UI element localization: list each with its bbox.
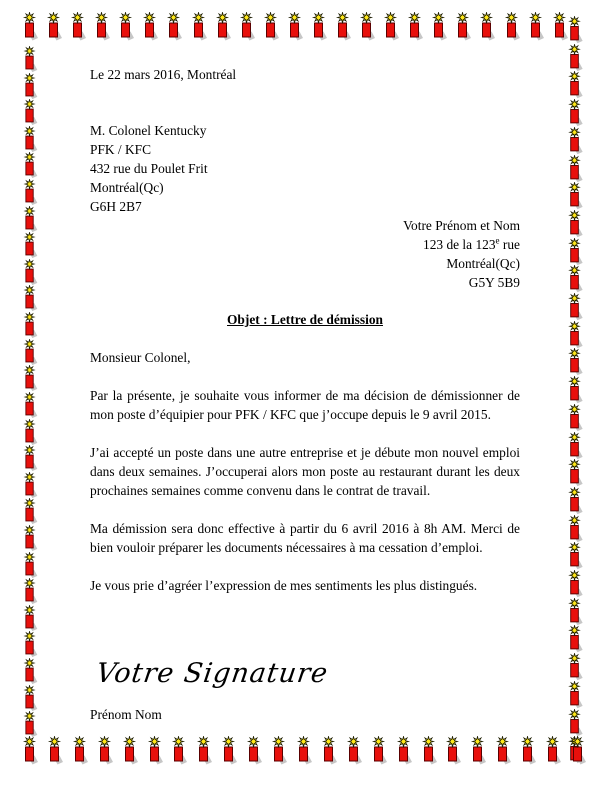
firecracker-icon [567,238,583,266]
firecracker-icon [495,736,511,765]
firecracker-icon [567,653,583,681]
paragraph-1: Par la présente, je souhaite vous informer de ma décision de démissionner de mon poste d’équipier pour PFK / KFC que j’occupe depuis le 9 avril 2015. [90,388,520,422]
recipient-city: Montréal(Qc) [90,180,164,195]
firecracker-icon [545,736,561,765]
firecracker-icon [271,736,287,765]
firecracker-icon [22,12,38,41]
firecracker-icon [22,259,38,286]
firecracker-icon [22,578,38,605]
firecracker-icon [567,376,583,404]
firecracker-icon [118,12,134,41]
firecracker-icon [431,12,447,41]
firecracker-icon [567,515,583,543]
subject-line: Objet : Lettre de démission [227,312,383,327]
firecracker-icon [287,12,303,41]
firecracker-icon [147,736,163,765]
firecracker-icon [455,12,471,41]
firecracker-icon [221,736,237,765]
recipient-address-block [90,121,520,216]
decorative-border-right [567,16,584,764]
firecracker-icon [552,12,568,41]
firecracker-icon [22,658,38,685]
firecracker-icon [22,445,38,472]
firecracker-icon [263,12,279,41]
firecracker-icon [567,625,583,653]
recipient-name: M. Colonel Kentucky [90,123,207,138]
firecracker-icon [22,46,38,73]
firecracker-icon [22,525,38,552]
firecracker-icon [191,12,207,41]
firecracker-icon [567,210,583,238]
firecracker-icon [246,736,262,765]
decorative-border-bottom [22,736,586,766]
firecracker-icon [321,736,337,765]
firecracker-icon [22,365,38,392]
firecracker-icon [122,736,138,765]
firecracker-icon [22,498,38,525]
firecracker-icon [72,736,88,765]
firecracker-icon [22,631,38,658]
firecracker-icon [22,232,38,259]
firecracker-icon [166,12,182,41]
firecracker-icon [567,487,583,515]
firecracker-icon [215,12,231,41]
firecracker-icon [359,12,375,41]
firecracker-icon [171,736,187,765]
firecracker-icon [22,73,38,100]
firecracker-icon [22,552,38,579]
firecracker-icon [567,127,583,155]
firecracker-icon [22,152,38,179]
sender-city: Montréal(Qc) [446,256,520,271]
recipient-street: 432 rue du Poulet Frit [90,161,208,176]
firecracker-icon [567,16,583,44]
firecracker-icon [396,736,412,765]
sender-postal-code: G5Y 5B9 [468,275,520,290]
firecracker-icon [407,12,423,41]
resignation-letter [90,65,520,724]
firecracker-icon [567,155,583,183]
firecracker-icon [22,605,38,632]
recipient-postal-code: G6H 2B7 [90,199,142,214]
firecracker-icon [383,12,399,41]
firecracker-icon [567,709,583,737]
firecracker-icon [445,736,461,765]
firecracker-icon [47,736,63,765]
firecracker-icon [528,12,544,41]
firecracker-icon [22,419,38,446]
firecracker-icon [567,542,583,570]
firecracker-icon [22,206,38,233]
firecracker-icon [46,12,62,41]
firecracker-icon [22,472,38,499]
firecracker-icon [567,570,583,598]
firecracker-icon [22,179,38,206]
firecracker-icon [346,736,362,765]
firecracker-icon [470,736,486,765]
firecracker-icon [142,12,158,41]
firecracker-icon [22,339,38,366]
firecracker-icon [567,182,583,210]
firecracker-icon [335,12,351,41]
signature-name: Prénom Nom [90,707,162,722]
firecracker-icon [22,126,38,153]
firecracker-icon [520,736,536,765]
firecracker-icon [22,99,38,126]
decorative-border-left [22,46,39,738]
firecracker-icon [479,12,495,41]
firecracker-icon [22,685,38,712]
ordinal-superscript: e [495,235,500,246]
firecracker-icon [239,12,255,41]
recipient-company: PFK / KFC [90,142,152,157]
firecracker-icon [296,736,312,765]
firecracker-icon [567,598,583,626]
sender-address-block [90,216,520,292]
firecracker-icon [22,285,38,312]
firecracker-icon [567,432,583,460]
firecracker-icon [567,265,583,293]
paragraph-2: J’ai accepté un poste dans une autre entreprise et je débute mon nouvel emploi dans deux semaines. J’occuperai alors mon poste au restaurant durant les deux prochaines semaines comme convenu dans le contrat de travail. [90,445,520,498]
firecracker-icon [567,404,583,432]
sender-street: 123 de la 123e rue [423,235,520,252]
firecracker-icon [22,711,38,738]
firecracker-icon [567,681,583,709]
firecracker-icon [567,293,583,321]
firecracker-icon [97,736,113,765]
decorative-border-top [22,12,568,42]
date-line: Le 22 mars 2016, Montréal [90,67,237,82]
firecracker-icon [70,12,86,41]
firecracker-icon [570,736,586,765]
firecracker-icon [567,321,583,349]
closing-line: Je vous prie d’agréer l’expression de mes sentiments les plus distingués. [90,578,478,593]
firecracker-icon [371,736,387,765]
salutation: Monsieur Colonel, [90,350,191,365]
firecracker-icon [94,12,110,41]
firecracker-icon [421,736,437,765]
handwritten-signature: Votre Signature [94,658,331,689]
sender-name: Votre Prénom et Nom [403,218,520,233]
firecracker-icon [567,348,583,376]
firecracker-icon [567,71,583,99]
firecracker-icon [567,44,583,72]
firecracker-icon [567,459,583,487]
firecracker-icon [22,392,38,419]
firecracker-icon [311,12,327,41]
firecracker-icon [504,12,520,41]
firecracker-icon [22,312,38,339]
firecracker-icon [567,99,583,127]
paragraph-3: Ma démission sera donc effective à partir du 6 avril 2016 à 8h AM. Merci de bien vouloir préparer les documents nécessaires à ma cessation d’emploi. [90,521,520,555]
firecracker-icon [196,736,212,765]
firecracker-icon [22,736,38,765]
